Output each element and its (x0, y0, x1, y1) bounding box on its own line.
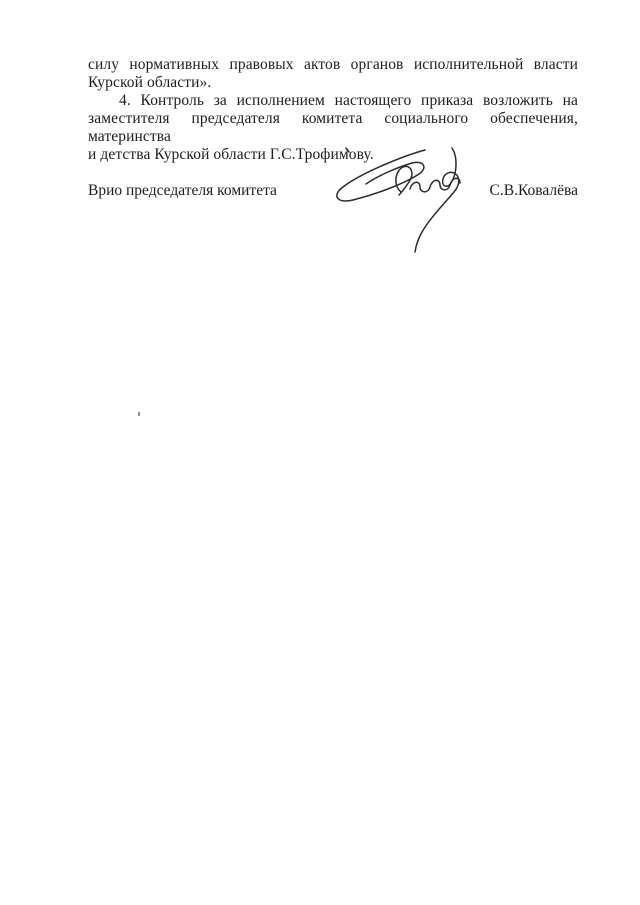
signer-role: Врио председателя комитета (88, 182, 277, 199)
signer-name: С.В.Ковалёва (489, 182, 578, 199)
paragraph-line: Курской области». (88, 74, 212, 91)
handwritten-signature-icon (331, 146, 463, 258)
scan-speck (138, 412, 140, 416)
paragraph-line: 4. Контроль за исполнением настоящего приказа возложить на (119, 92, 578, 109)
paragraph-line: и детства Курской области Г.С.Трофимову. (88, 146, 374, 163)
paragraph-line: силу нормативных правовых актов органов исполнительной власти (88, 56, 578, 73)
paragraph-line: заместителя председателя комитета социального обеспечения, материнства (88, 110, 578, 145)
